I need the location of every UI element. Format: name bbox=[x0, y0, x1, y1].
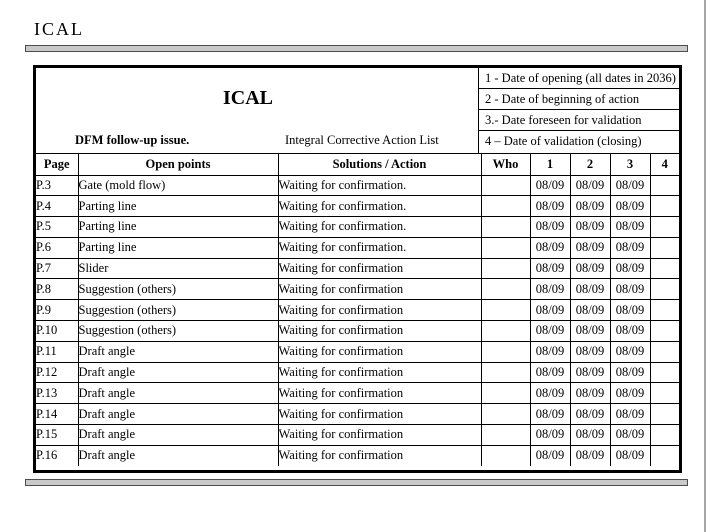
header-date-4: 4 bbox=[650, 154, 679, 176]
cell-who bbox=[481, 321, 530, 342]
cell-date-3: 08/09 bbox=[610, 425, 650, 446]
cell-date-3: 08/09 bbox=[610, 362, 650, 383]
cell-who bbox=[481, 425, 530, 446]
cell-open-points: Draft angle bbox=[78, 404, 278, 425]
cell-date-4 bbox=[650, 425, 679, 446]
cell-page: P.6 bbox=[36, 237, 78, 258]
cell-open-points: Gate (mold flow) bbox=[78, 175, 278, 196]
cell-date-4 bbox=[650, 321, 679, 342]
cell-solution: Waiting for confirmation bbox=[278, 321, 481, 342]
cell-date-2: 08/09 bbox=[570, 362, 610, 383]
cell-date-3: 08/09 bbox=[610, 258, 650, 279]
cell-date-4 bbox=[650, 362, 679, 383]
header-solutions: Solutions / Action bbox=[278, 154, 481, 176]
cell-date-2: 08/09 bbox=[570, 300, 610, 321]
cell-date-3: 08/09 bbox=[610, 383, 650, 404]
header-date-3: 3 bbox=[610, 154, 650, 176]
date-legend bbox=[478, 68, 679, 153]
cell-date-4 bbox=[650, 404, 679, 425]
cell-date-2: 08/09 bbox=[570, 175, 610, 196]
table-row bbox=[36, 279, 679, 300]
cell-date-1: 08/09 bbox=[530, 321, 570, 342]
cell-open-points: Suggestion (others) bbox=[78, 321, 278, 342]
cell-date-4 bbox=[650, 300, 679, 321]
table-row bbox=[36, 321, 679, 342]
cell-page: P.4 bbox=[36, 196, 78, 217]
cell-date-2: 08/09 bbox=[570, 279, 610, 300]
cell-date-4 bbox=[650, 383, 679, 404]
cell-solution: Waiting for confirmation bbox=[278, 445, 481, 465]
table-row bbox=[36, 425, 679, 446]
table-row bbox=[36, 237, 679, 258]
cell-solution: Waiting for confirmation. bbox=[278, 175, 481, 196]
cell-solution: Waiting for confirmation bbox=[278, 383, 481, 404]
cell-page: P.8 bbox=[36, 279, 78, 300]
header-date-1: 1 bbox=[530, 154, 570, 176]
cell-who bbox=[481, 300, 530, 321]
cell-date-4 bbox=[650, 196, 679, 217]
cell-open-points: Draft angle bbox=[78, 383, 278, 404]
table-body bbox=[36, 175, 679, 466]
cell-date-3: 08/09 bbox=[610, 196, 650, 217]
cell-who bbox=[481, 404, 530, 425]
cell-date-4 bbox=[650, 175, 679, 196]
cell-solution: Waiting for confirmation. bbox=[278, 217, 481, 238]
header-open-points: Open points bbox=[78, 154, 278, 176]
cell-date-1: 08/09 bbox=[530, 383, 570, 404]
cell-open-points: Draft angle bbox=[78, 425, 278, 446]
cell-solution: Waiting for confirmation. bbox=[278, 196, 481, 217]
cell-date-2: 08/09 bbox=[570, 217, 610, 238]
cell-date-3: 08/09 bbox=[610, 404, 650, 425]
header-page: Page bbox=[36, 154, 78, 176]
cell-date-2: 08/09 bbox=[570, 258, 610, 279]
cell-date-4 bbox=[650, 445, 679, 465]
header-who: Who bbox=[481, 154, 530, 176]
window-edge-line bbox=[704, 0, 706, 532]
cell-who bbox=[481, 341, 530, 362]
table-row bbox=[36, 258, 679, 279]
table-row bbox=[36, 175, 679, 196]
cell-date-4 bbox=[650, 237, 679, 258]
cell-who bbox=[481, 217, 530, 238]
cell-date-1: 08/09 bbox=[530, 279, 570, 300]
cell-date-1: 08/09 bbox=[530, 300, 570, 321]
cell-date-4 bbox=[650, 341, 679, 362]
cell-solution: Waiting for confirmation bbox=[278, 279, 481, 300]
cell-who bbox=[481, 258, 530, 279]
cell-open-points: Draft angle bbox=[78, 362, 278, 383]
cell-solution: Waiting for confirmation bbox=[278, 300, 481, 321]
cell-date-2: 08/09 bbox=[570, 404, 610, 425]
table-row bbox=[36, 196, 679, 217]
cell-who bbox=[481, 175, 530, 196]
cell-date-2: 08/09 bbox=[570, 237, 610, 258]
cell-solution: Waiting for confirmation bbox=[278, 404, 481, 425]
cell-who bbox=[481, 383, 530, 404]
cell-date-1: 08/09 bbox=[530, 217, 570, 238]
legend-item-2: 2 - Date of beginning of action bbox=[479, 89, 679, 110]
cell-open-points: Parting line bbox=[78, 196, 278, 217]
cell-date-2: 08/09 bbox=[570, 321, 610, 342]
cell-date-1: 08/09 bbox=[530, 341, 570, 362]
cell-page: P.11 bbox=[36, 341, 78, 362]
cell-open-points: Slider bbox=[78, 258, 278, 279]
cell-solution: Waiting for confirmation bbox=[278, 362, 481, 383]
cell-who bbox=[481, 445, 530, 465]
cell-date-3: 08/09 bbox=[610, 175, 650, 196]
bottom-divider-bar bbox=[25, 479, 688, 486]
cell-date-3: 08/09 bbox=[610, 300, 650, 321]
header-date-2: 2 bbox=[570, 154, 610, 176]
list-name-label: Integral Corrective Action List bbox=[285, 132, 439, 147]
cell-date-1: 08/09 bbox=[530, 237, 570, 258]
table-row bbox=[36, 217, 679, 238]
cell-date-1: 08/09 bbox=[530, 404, 570, 425]
cell-solution: Waiting for confirmation bbox=[278, 258, 481, 279]
legend-item-4: 4 – Date of validation (closing) bbox=[485, 134, 642, 149]
header-row bbox=[36, 154, 679, 176]
cell-date-2: 08/09 bbox=[570, 383, 610, 404]
cell-solution: Waiting for confirmation bbox=[278, 425, 481, 446]
legend-item-3: 3.- Date foreseen for validation bbox=[479, 110, 679, 131]
cell-date-2: 08/09 bbox=[570, 445, 610, 465]
cell-open-points: Parting line bbox=[78, 237, 278, 258]
cell-date-1: 08/09 bbox=[530, 258, 570, 279]
cell-date-4 bbox=[650, 279, 679, 300]
cell-date-3: 08/09 bbox=[610, 237, 650, 258]
cell-page: P.13 bbox=[36, 383, 78, 404]
cell-solution: Waiting for confirmation. bbox=[278, 237, 481, 258]
cell-date-2: 08/09 bbox=[570, 196, 610, 217]
cell-date-3: 08/09 bbox=[610, 217, 650, 238]
table-row bbox=[36, 362, 679, 383]
cell-who bbox=[481, 279, 530, 300]
table-row bbox=[36, 300, 679, 321]
cell-solution: Waiting for confirmation bbox=[278, 341, 481, 362]
cell-date-2: 08/09 bbox=[570, 341, 610, 362]
cell-page: P.10 bbox=[36, 321, 78, 342]
table-title-section bbox=[36, 68, 679, 154]
cell-page: P.12 bbox=[36, 362, 78, 383]
cell-date-4 bbox=[650, 258, 679, 279]
cell-who bbox=[481, 196, 530, 217]
document-title: ICAL bbox=[222, 87, 273, 109]
cell-date-3: 08/09 bbox=[610, 321, 650, 342]
cell-open-points: Draft angle bbox=[78, 445, 278, 465]
issue-label: DFM follow-up issue. bbox=[75, 132, 190, 147]
cell-date-1: 08/09 bbox=[530, 362, 570, 383]
table-row bbox=[36, 341, 679, 362]
cell-page: P.3 bbox=[36, 175, 78, 196]
cell-date-1: 08/09 bbox=[530, 445, 570, 465]
table-row bbox=[36, 383, 679, 404]
cell-date-2: 08/09 bbox=[570, 425, 610, 446]
cell-page: P.16 bbox=[36, 445, 78, 465]
top-divider-bar bbox=[25, 45, 688, 52]
cell-open-points: Suggestion (others) bbox=[78, 279, 278, 300]
cell-who bbox=[481, 237, 530, 258]
open-points-grid bbox=[36, 154, 679, 466]
cell-page: P.9 bbox=[36, 300, 78, 321]
corrective-action-table bbox=[33, 65, 682, 473]
cell-page: P.14 bbox=[36, 404, 78, 425]
cell-date-1: 08/09 bbox=[530, 175, 570, 196]
cell-open-points: Suggestion (others) bbox=[78, 300, 278, 321]
cell-date-3: 08/09 bbox=[610, 279, 650, 300]
page-title: ICAL bbox=[34, 19, 84, 39]
cell-page: P.15 bbox=[36, 425, 78, 446]
cell-date-3: 08/09 bbox=[610, 445, 650, 465]
cell-page: P.5 bbox=[36, 217, 78, 238]
legend-item-1: 1 - Date of opening (all dates in 2036) bbox=[479, 68, 679, 89]
cell-date-3: 08/09 bbox=[610, 341, 650, 362]
cell-date-4 bbox=[650, 217, 679, 238]
cell-date-1: 08/09 bbox=[530, 196, 570, 217]
table-row bbox=[36, 445, 679, 465]
cell-page: P.7 bbox=[36, 258, 78, 279]
cell-open-points: Draft angle bbox=[78, 341, 278, 362]
cell-who bbox=[481, 362, 530, 383]
cell-open-points: Parting line bbox=[78, 217, 278, 238]
table-row bbox=[36, 404, 679, 425]
cell-date-1: 08/09 bbox=[530, 425, 570, 446]
title-area bbox=[36, 68, 478, 153]
